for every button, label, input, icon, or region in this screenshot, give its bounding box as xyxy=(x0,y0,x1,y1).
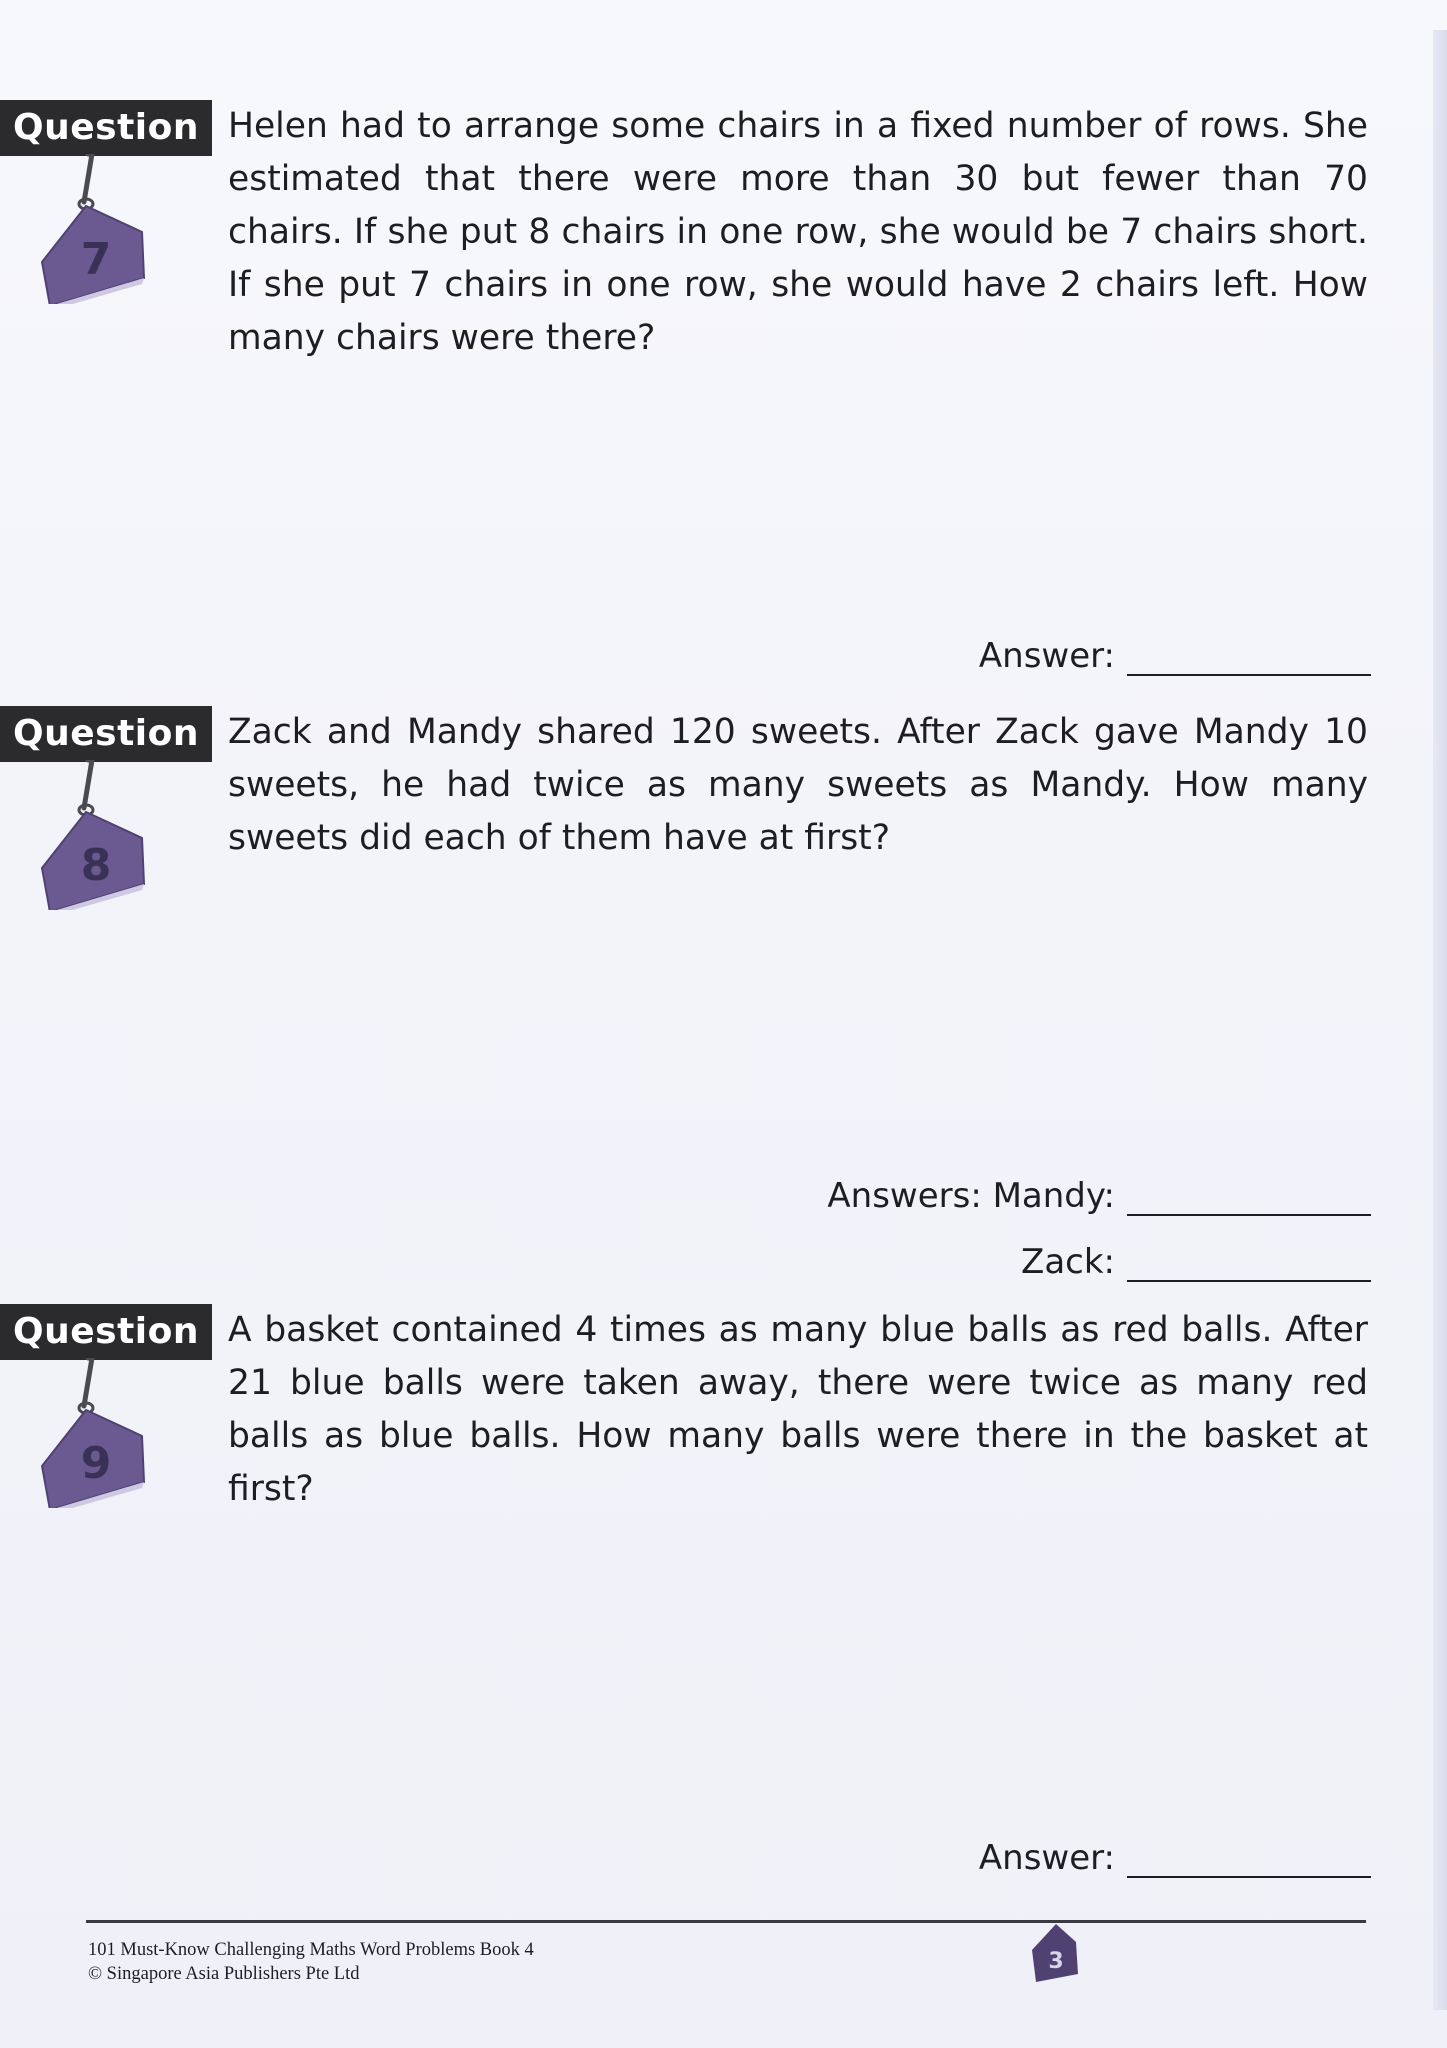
page-number-tag-icon xyxy=(1030,1924,1082,1984)
number-tag-icon xyxy=(38,1358,158,1508)
footer-copyright: © Singapore Asia Publishers Pte Ltd xyxy=(88,1964,360,1984)
answer-label: Answers: Mandy: xyxy=(827,1176,1115,1216)
question-text: A basket contained 4 times as many blue balls as red balls. After 21 blue balls were taken away, there were twice as many red balls as blue balls. How many balls were there in the basket at first? xyxy=(228,1310,1368,1509)
question-tab: Question xyxy=(0,706,212,762)
question-tab: Question xyxy=(0,100,212,156)
question-number: 7 xyxy=(80,234,112,285)
answer-blank-line[interactable] xyxy=(1127,1864,1371,1878)
number-tag-icon xyxy=(38,760,158,910)
question-text: Zack and Mandy shared 120 sweets. After Zack gave Mandy 10 sweets, he had twice as many sweets as Mandy. How many sweets did each of them have at first? xyxy=(228,712,1368,858)
page-edge-shadow xyxy=(1433,30,1447,2010)
question-tab: Question xyxy=(0,1304,212,1360)
question-number: 9 xyxy=(80,1438,112,1489)
answer-row-mandy xyxy=(827,1166,1371,1216)
answer-row xyxy=(979,1828,1371,1878)
answer-blank-line[interactable] xyxy=(1127,662,1371,676)
answer-blank-line[interactable] xyxy=(1127,1202,1371,1216)
question-text: Helen had to arrange some chairs in a fixed number of rows. She estimated that there were more than 30 but fewer than 70 chairs. If she put 8 chairs in one row, she would be 7 chairs short. If she put 7 chairs in one row, she would have 2 chairs left. How many chairs were there? xyxy=(228,106,1368,358)
answer-row-zack xyxy=(1021,1232,1371,1282)
number-tag-icon xyxy=(38,154,158,304)
question-number: 8 xyxy=(80,840,112,891)
answer-label: Answer: xyxy=(978,636,1115,676)
page-number: 3 xyxy=(1048,1949,1064,1974)
answer-label: Zack: xyxy=(1021,1242,1115,1282)
footer-book-title: 101 Must-Know Challenging Maths Word Problems Book 4 xyxy=(88,1940,534,1960)
footer-divider xyxy=(86,1920,1366,1923)
answer-label: Answer: xyxy=(978,1838,1115,1878)
answer-blank-line[interactable] xyxy=(1127,1268,1371,1282)
answer-row xyxy=(979,626,1371,676)
